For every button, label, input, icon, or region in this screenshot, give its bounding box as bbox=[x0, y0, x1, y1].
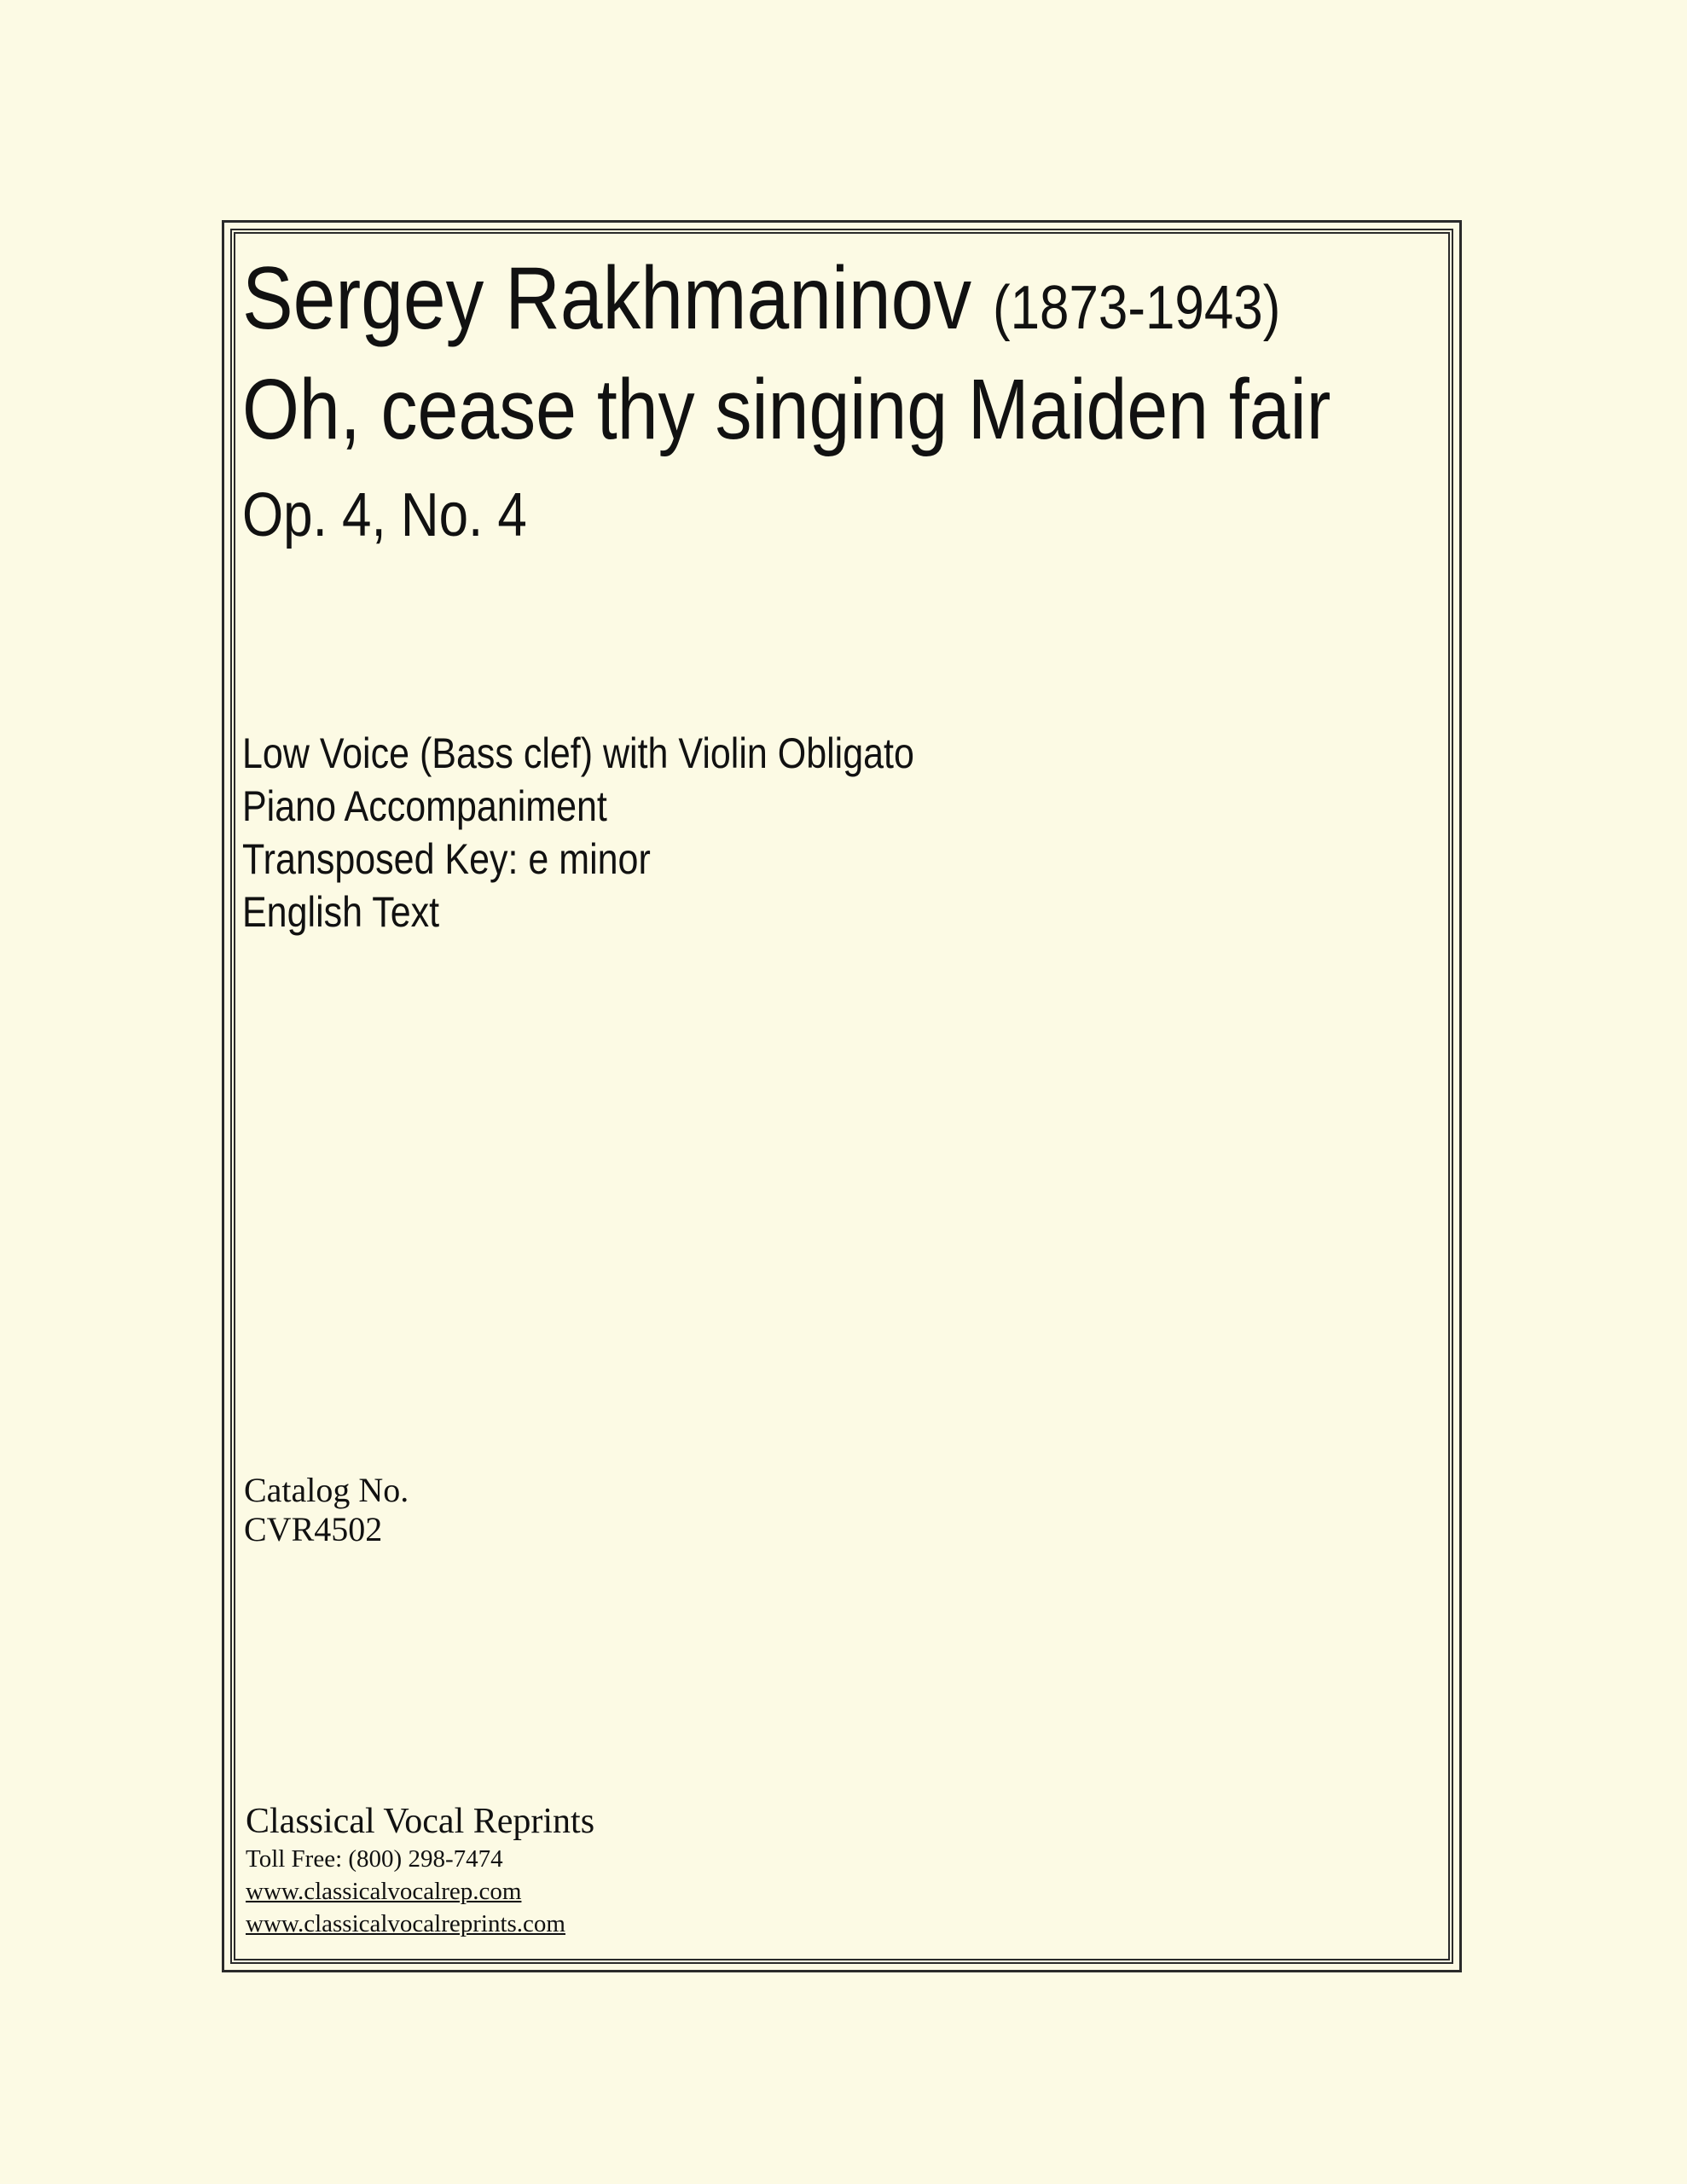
publisher-block bbox=[246, 1800, 594, 1940]
voice-detail: Low Voice (Bass clef) with Violin Obligato bbox=[242, 729, 914, 777]
key-detail: Transposed Key: e minor bbox=[242, 835, 651, 883]
edition-details bbox=[242, 727, 914, 938]
catalog-block bbox=[244, 1471, 409, 1549]
publisher-link-1[interactable]: www.classicalvocalrep.com bbox=[246, 1878, 522, 1905]
publisher-name: Classical Vocal Reprints bbox=[246, 1802, 595, 1841]
publisher-link-2[interactable]: www.classicalvocalreprints.com bbox=[246, 1910, 565, 1937]
catalog-label: Catalog No. bbox=[244, 1471, 409, 1509]
opus-number: Op. 4, No. 4 bbox=[242, 481, 527, 549]
catalog-number: CVR4502 bbox=[244, 1510, 383, 1548]
composer-dates: (1873-1943) bbox=[992, 274, 1281, 342]
language-detail: English Text bbox=[242, 888, 440, 936]
accompaniment-detail: Piano Accompaniment bbox=[242, 782, 607, 830]
publisher-phone: Toll Free: (800) 298-7474 bbox=[246, 1845, 503, 1873]
composer-heading bbox=[242, 249, 1281, 348]
work-title: Oh, cease thy singing Maiden fair bbox=[242, 362, 1331, 457]
composer-name: Sergey Rakhmaninov bbox=[242, 249, 972, 348]
